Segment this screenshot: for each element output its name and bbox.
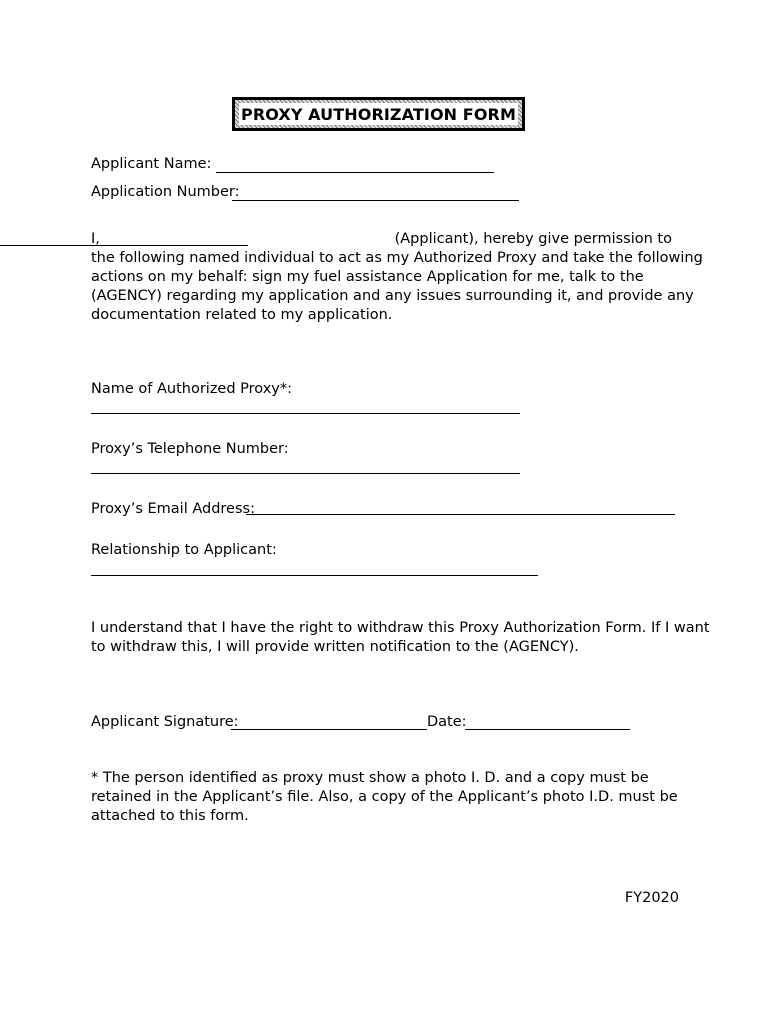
statement-line-4: (AGENCY) regarding my application and any issues surrounding it, and provide any — [91, 288, 694, 304]
proxy-email-field[interactable] — [246, 514, 675, 515]
relationship-label: Relationship to Applicant: — [91, 542, 277, 558]
signature-label: Applicant Signature: — [91, 714, 239, 730]
statement-applicant-tag: (Applicant), hereby give permission to — [394, 231, 672, 247]
statement-line-5: documentation related to my application. — [91, 307, 393, 323]
footnote-line-1: * The person identified as proxy must show a photo I. D. and a copy must be — [91, 770, 649, 786]
relationship-field[interactable] — [91, 575, 538, 576]
applicant-name-label: Applicant Name: — [91, 156, 212, 172]
footnote-line-2: retained in the Applicant’s file. Also, a copy of the Applicant’s photo I.D. must be — [91, 789, 678, 805]
withdraw-line-1: I understand that I have the right to withdraw this Proxy Authorization Form. If I want — [91, 620, 710, 636]
fiscal-year: FY2020 — [624, 890, 679, 906]
applicant-inline-field[interactable] — [0, 230, 248, 246]
proxy-phone-label: Proxy’s Telephone Number: — [91, 441, 289, 457]
withdraw-line-2: to withdraw this, I will provide written notification to the (AGENCY). — [91, 639, 579, 655]
proxy-name-field[interactable] — [91, 413, 520, 414]
statement-line-1 — [91, 230, 672, 249]
footnote-line-3: attached to this form. — [91, 808, 249, 824]
statement-line-3: actions on my behalf: sign my fuel assistance Application for me, talk to the — [91, 269, 644, 285]
statement-line-2: the following named individual to act as my Authorized Proxy and take the following — [91, 250, 703, 266]
application-number-field[interactable] — [232, 200, 519, 201]
applicant-name-field[interactable] — [216, 172, 494, 173]
proxy-email-label: Proxy’s Email Address: — [91, 501, 255, 517]
statement-prefix: I, — [91, 231, 100, 247]
title-box — [232, 97, 525, 131]
date-field[interactable] — [465, 729, 630, 730]
date-label: Date: — [427, 714, 467, 730]
proxy-phone-field[interactable] — [91, 473, 520, 474]
permission-statement — [91, 230, 703, 325]
application-number-label: Application Number: — [91, 184, 240, 200]
signature-field[interactable] — [231, 729, 427, 730]
form-title: PROXY AUTHORIZATION FORM — [239, 103, 518, 125]
proxy-name-label: Name of Authorized Proxy*: — [91, 381, 293, 397]
